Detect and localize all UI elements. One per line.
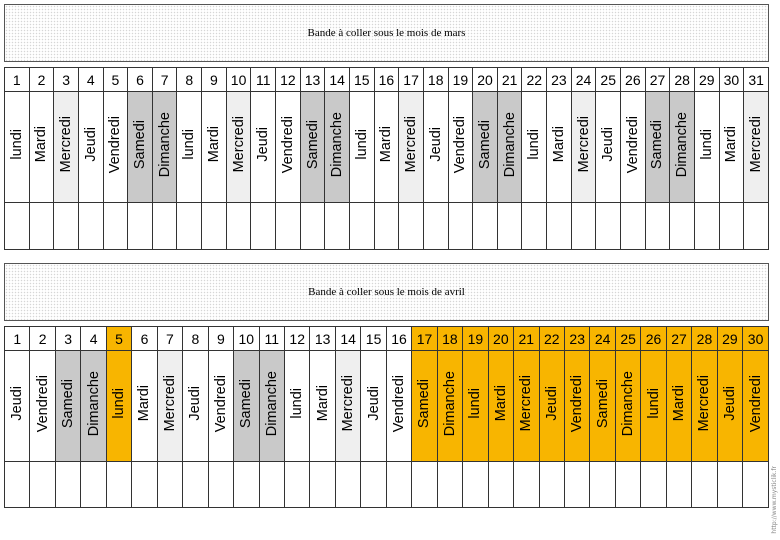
- blank-cell: [717, 462, 742, 508]
- day-number: 22: [522, 68, 547, 92]
- day-number: 8: [183, 327, 208, 351]
- day-name: Mercredi: [230, 116, 247, 173]
- day-number: 8: [177, 68, 202, 92]
- march-number-row: [5, 68, 769, 92]
- day-name-cell: [386, 351, 411, 462]
- march-blank-row: [5, 203, 769, 250]
- day-number: 2: [30, 327, 55, 351]
- blank-cell: [694, 203, 719, 250]
- blank-cell: [692, 462, 717, 508]
- blank-cell: [361, 462, 386, 508]
- day-name: Mardi: [550, 126, 567, 163]
- blank-cell: [539, 462, 564, 508]
- day-name-cell: [300, 92, 325, 203]
- day-number: 19: [463, 327, 488, 351]
- blank-cell: [335, 462, 360, 508]
- blank-cell: [128, 203, 153, 250]
- day-number: 27: [645, 68, 670, 92]
- day-name: Samedi: [304, 119, 321, 170]
- day-number: 9: [202, 68, 227, 92]
- day-name: Vendredi: [279, 115, 296, 174]
- day-name-cell: [208, 351, 233, 462]
- blank-cell: [177, 203, 202, 250]
- day-name: Mercredi: [696, 375, 713, 432]
- day-number: 9: [208, 327, 233, 351]
- day-name: Samedi: [594, 378, 611, 429]
- day-name-cell: [448, 92, 473, 203]
- day-number: 3: [54, 68, 79, 92]
- day-name: Dimanche: [85, 370, 102, 437]
- day-name-cell: [55, 351, 80, 462]
- blank-cell: [78, 203, 103, 250]
- blank-cell: [103, 203, 128, 250]
- blank-cell: [132, 462, 157, 508]
- day-number: 2: [29, 68, 54, 92]
- day-number: 19: [448, 68, 473, 92]
- day-name-cell: [284, 351, 309, 462]
- day-name-cell: [694, 92, 719, 203]
- blank-cell: [259, 462, 284, 508]
- day-name: Dimanche: [441, 370, 458, 437]
- april-title-box: [4, 263, 769, 321]
- day-name: lundi: [181, 129, 198, 160]
- day-number: 24: [571, 68, 596, 92]
- blank-cell: [157, 462, 182, 508]
- day-name-cell: [374, 92, 399, 203]
- day-name: Vendredi: [212, 374, 229, 433]
- blank-cell: [670, 203, 695, 250]
- day-name-cell: [183, 351, 208, 462]
- day-name: Mardi: [33, 126, 50, 163]
- day-number: 10: [226, 68, 251, 92]
- day-name-cell: [744, 92, 769, 203]
- day-number: 24: [590, 327, 615, 351]
- march-strip: [4, 4, 769, 250]
- day-name-cell: [259, 351, 284, 462]
- day-name: Mercredi: [403, 116, 420, 173]
- day-name-cell: [692, 351, 717, 462]
- blank-cell: [284, 462, 309, 508]
- blank-cell: [251, 203, 276, 250]
- day-number: 29: [694, 68, 719, 92]
- april-dayname-row: [5, 351, 769, 462]
- day-name: Dimanche: [501, 111, 518, 178]
- blank-cell: [29, 203, 54, 250]
- day-number: 4: [78, 68, 103, 92]
- day-number: 26: [641, 327, 666, 351]
- day-number: 25: [615, 327, 640, 351]
- day-name-cell: [30, 351, 55, 462]
- blank-cell: [300, 203, 325, 250]
- march-title-box: [4, 4, 769, 62]
- blank-cell: [30, 462, 55, 508]
- day-name-cell: [412, 351, 437, 462]
- day-name-cell: [5, 92, 30, 203]
- day-name: Vendredi: [34, 374, 51, 433]
- blank-cell: [5, 462, 30, 508]
- blank-cell: [374, 203, 399, 250]
- day-name: Samedi: [60, 378, 77, 429]
- blank-cell: [202, 203, 227, 250]
- day-number: 23: [564, 327, 589, 351]
- day-name-cell: [564, 351, 589, 462]
- day-name-cell: [522, 92, 547, 203]
- day-number: 28: [670, 68, 695, 92]
- day-number: 15: [361, 327, 386, 351]
- day-name: Vendredi: [391, 374, 408, 433]
- march-title: Bande à coller sous le mois de mars: [307, 27, 466, 39]
- day-name: Jeudi: [600, 127, 617, 162]
- day-name: Samedi: [238, 378, 255, 429]
- day-name: Mercredi: [340, 375, 357, 432]
- day-name-cell: [514, 351, 539, 462]
- day-number: 14: [335, 327, 360, 351]
- day-number: 6: [128, 68, 153, 92]
- day-number: 21: [497, 68, 522, 92]
- day-name: Mardi: [378, 126, 395, 163]
- day-number: 11: [259, 327, 284, 351]
- blank-cell: [234, 462, 259, 508]
- day-name-cell: [596, 92, 621, 203]
- day-number: 17: [412, 327, 437, 351]
- day-name: Mardi: [492, 385, 509, 422]
- day-name-cell: [399, 92, 424, 203]
- day-name: Dimanche: [674, 111, 691, 178]
- day-name-cell: [128, 92, 153, 203]
- blank-cell: [497, 203, 522, 250]
- day-number: 31: [744, 68, 769, 92]
- day-number: 28: [692, 327, 717, 351]
- blank-cell: [547, 203, 572, 250]
- blank-cell: [325, 203, 350, 250]
- day-number: 10: [234, 327, 259, 351]
- day-number: 7: [157, 327, 182, 351]
- day-number: 1: [5, 327, 30, 351]
- day-number: 12: [284, 327, 309, 351]
- day-name: Dimanche: [620, 370, 637, 437]
- day-name: Mercredi: [575, 116, 592, 173]
- day-name-cell: [423, 92, 448, 203]
- day-number: 14: [325, 68, 350, 92]
- blank-cell: [596, 203, 621, 250]
- blank-cell: [590, 462, 615, 508]
- day-name: lundi: [353, 129, 370, 160]
- day-name: Mercredi: [518, 375, 535, 432]
- blank-cell: [55, 462, 80, 508]
- day-name-cell: [325, 92, 350, 203]
- day-name: Samedi: [649, 119, 666, 170]
- blank-cell: [152, 203, 177, 250]
- blank-cell: [276, 203, 301, 250]
- day-name-cell: [547, 92, 572, 203]
- day-number: 18: [423, 68, 448, 92]
- blank-cell: [744, 203, 769, 250]
- day-name: Vendredi: [569, 374, 586, 433]
- day-number: 26: [621, 68, 646, 92]
- day-name: Samedi: [416, 378, 433, 429]
- day-number: 25: [596, 68, 621, 92]
- day-number: 30: [719, 68, 744, 92]
- blank-cell: [621, 203, 646, 250]
- day-name-cell: [226, 92, 251, 203]
- day-name: lundi: [8, 129, 25, 160]
- day-name-cell: [202, 92, 227, 203]
- day-name-cell: [310, 351, 335, 462]
- day-name-cell: [621, 92, 646, 203]
- day-name: Dimanche: [156, 111, 173, 178]
- day-name-cell: [54, 92, 79, 203]
- day-name-cell: [473, 92, 498, 203]
- day-name: Jeudi: [721, 386, 738, 421]
- day-name: Jeudi: [9, 386, 26, 421]
- day-name-cell: [539, 351, 564, 462]
- day-name-cell: [497, 92, 522, 203]
- day-name-cell: [641, 351, 666, 462]
- day-name: lundi: [289, 388, 306, 419]
- day-name: Mercredi: [748, 116, 765, 173]
- blank-cell: [208, 462, 233, 508]
- day-name-cell: [615, 351, 640, 462]
- blank-cell: [412, 462, 437, 508]
- day-name-cell: [132, 351, 157, 462]
- day-name: Jeudi: [255, 127, 272, 162]
- day-name-cell: [361, 351, 386, 462]
- day-number: 16: [386, 327, 411, 351]
- blank-cell: [473, 203, 498, 250]
- blank-cell: [54, 203, 79, 250]
- day-number: 20: [488, 327, 513, 351]
- blank-cell: [571, 203, 596, 250]
- day-name: Jeudi: [187, 386, 204, 421]
- day-name-cell: [571, 92, 596, 203]
- blank-cell: [437, 462, 462, 508]
- april-title: Bande à coller sous le mois de avril: [308, 286, 465, 298]
- day-number: 13: [300, 68, 325, 92]
- day-name-cell: [719, 92, 744, 203]
- day-name-cell: [743, 351, 769, 462]
- day-name: Samedi: [132, 119, 149, 170]
- blank-cell: [719, 203, 744, 250]
- blank-cell: [310, 462, 335, 508]
- day-name-cell: [463, 351, 488, 462]
- day-name-cell: [276, 92, 301, 203]
- day-number: 12: [276, 68, 301, 92]
- day-number: 21: [514, 327, 539, 351]
- day-number: 3: [55, 327, 80, 351]
- day-number: 15: [349, 68, 374, 92]
- day-name: Vendredi: [624, 115, 641, 174]
- day-number: 4: [81, 327, 106, 351]
- day-name: Jeudi: [365, 386, 382, 421]
- day-number: 5: [103, 68, 128, 92]
- day-name-cell: [251, 92, 276, 203]
- day-name-cell: [437, 351, 462, 462]
- day-name-cell: [590, 351, 615, 462]
- day-name: Jeudi: [82, 127, 99, 162]
- day-number: 1: [5, 68, 30, 92]
- blank-cell: [81, 462, 106, 508]
- blank-cell: [514, 462, 539, 508]
- day-number: 11: [251, 68, 276, 92]
- day-number: 23: [547, 68, 572, 92]
- day-name-cell: [5, 351, 30, 462]
- day-name-cell: [666, 351, 691, 462]
- day-name-cell: [335, 351, 360, 462]
- day-name-cell: [234, 351, 259, 462]
- day-name: lundi: [526, 129, 543, 160]
- day-number: 13: [310, 327, 335, 351]
- day-name-cell: [78, 92, 103, 203]
- blank-cell: [743, 462, 769, 508]
- blank-cell: [399, 203, 424, 250]
- day-name-cell: [157, 351, 182, 462]
- day-name-cell: [103, 92, 128, 203]
- blank-cell: [564, 462, 589, 508]
- day-name: lundi: [467, 388, 484, 419]
- day-name-cell: [717, 351, 742, 462]
- march-days-table: [4, 67, 769, 250]
- april-blank-row: [5, 462, 769, 508]
- day-number: 18: [437, 327, 462, 351]
- day-number: 17: [399, 68, 424, 92]
- day-number: 29: [717, 327, 742, 351]
- blank-cell: [615, 462, 640, 508]
- blank-cell: [183, 462, 208, 508]
- day-name-cell: [29, 92, 54, 203]
- day-name: Vendredi: [452, 115, 469, 174]
- day-name: lundi: [698, 129, 715, 160]
- day-name: Mardi: [671, 385, 687, 422]
- april-strip: [4, 263, 769, 508]
- blank-cell: [5, 203, 30, 250]
- day-number: 22: [539, 327, 564, 351]
- day-name: lundi: [645, 388, 662, 419]
- day-name: Mercredi: [161, 375, 178, 432]
- day-name-cell: [106, 351, 131, 462]
- day-number: 16: [374, 68, 399, 92]
- day-name: lundi: [111, 388, 128, 419]
- blank-cell: [226, 203, 251, 250]
- blank-cell: [645, 203, 670, 250]
- april-number-row: [5, 327, 769, 351]
- credit-url: http://www.mysticlik.fr: [771, 466, 778, 534]
- day-name: Vendredi: [107, 115, 124, 174]
- day-name-cell: [670, 92, 695, 203]
- day-name: Mardi: [723, 126, 740, 163]
- day-number: 6: [132, 327, 157, 351]
- day-name: Dimanche: [263, 370, 280, 437]
- day-name: Mercredi: [58, 116, 75, 173]
- day-name-cell: [177, 92, 202, 203]
- blank-cell: [349, 203, 374, 250]
- day-name-cell: [81, 351, 106, 462]
- day-name: Samedi: [476, 119, 493, 170]
- day-number: 27: [666, 327, 691, 351]
- blank-cell: [522, 203, 547, 250]
- blank-cell: [386, 462, 411, 508]
- day-name: Jeudi: [427, 127, 444, 162]
- blank-cell: [448, 203, 473, 250]
- day-name-cell: [349, 92, 374, 203]
- day-name: Mardi: [205, 126, 222, 163]
- day-name-cell: [152, 92, 177, 203]
- blank-cell: [488, 462, 513, 508]
- day-number: 7: [152, 68, 177, 92]
- day-name-cell: [488, 351, 513, 462]
- day-name: Dimanche: [329, 111, 346, 178]
- day-number: 20: [473, 68, 498, 92]
- day-number: 5: [106, 327, 131, 351]
- day-name: Jeudi: [543, 386, 560, 421]
- blank-cell: [423, 203, 448, 250]
- blank-cell: [463, 462, 488, 508]
- day-number: 30: [743, 327, 769, 351]
- april-days-table: [4, 326, 769, 508]
- blank-cell: [106, 462, 131, 508]
- march-dayname-row: [5, 92, 769, 203]
- day-name: Vendredi: [747, 374, 764, 433]
- day-name: Mardi: [136, 385, 153, 422]
- blank-cell: [641, 462, 666, 508]
- day-name: Mardi: [314, 385, 331, 422]
- blank-cell: [666, 462, 691, 508]
- day-name-cell: [645, 92, 670, 203]
